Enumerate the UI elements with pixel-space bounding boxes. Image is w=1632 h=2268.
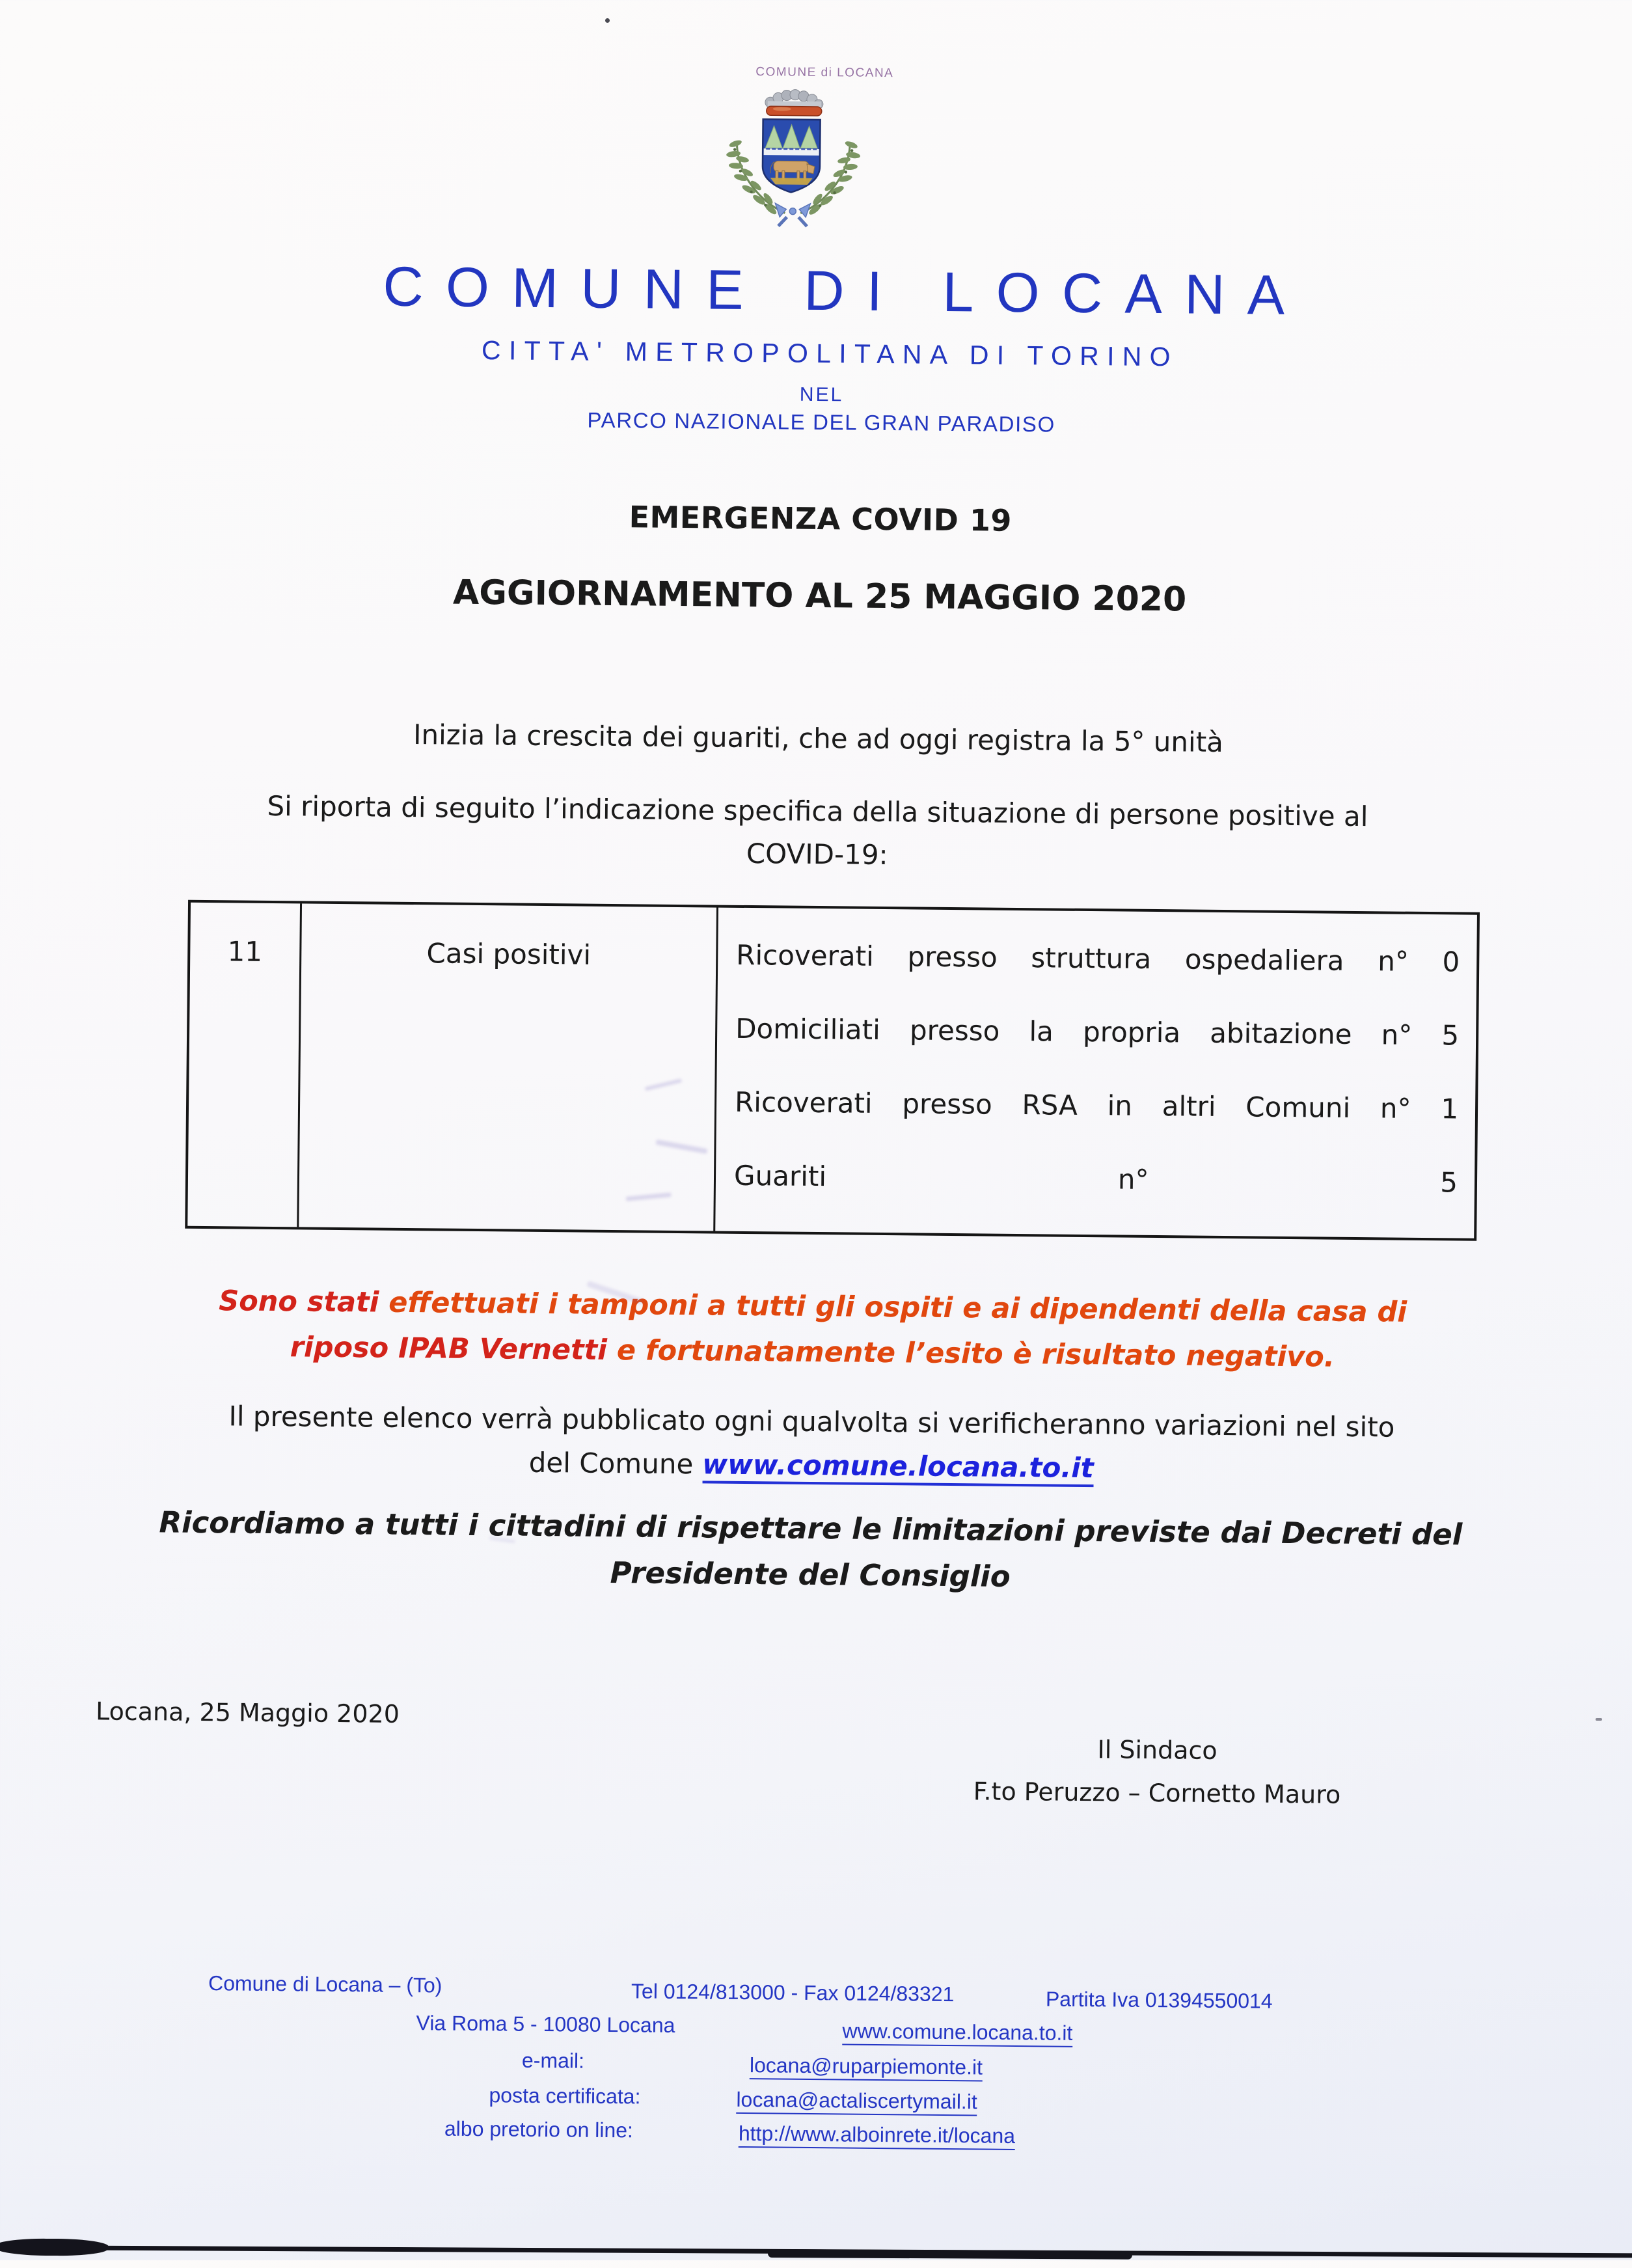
header-subtitle: CITTA' METROPOLITANA DI TORINO — [481, 335, 1179, 372]
cases-label-cell: Casi positivi — [299, 903, 718, 1231]
notice-line-2 — [0, 1328, 1629, 1376]
footer-albo-label: albo pretorio on line: — [444, 2116, 634, 2142]
shield-icon — [763, 119, 821, 193]
footer-partita-iva: Partita Iva 01394550014 — [1045, 1987, 1273, 2013]
notice-line-1-rest: effettuati i tamponi a tutti gli ospiti e ai dipendenti della casa di — [388, 1286, 1408, 1329]
detail-line-hospital: Ricoverati presso struttura ospedaliera n° 0 — [736, 938, 1460, 978]
intro-paragraph-2-line2: COVID-19: — [746, 837, 888, 871]
crown-icon — [765, 89, 823, 116]
footer-name: Comune di Locana – (To) — [208, 1971, 442, 1997]
detail-line-home: Domiciliati presso la propria abitazione n° 5 — [735, 1012, 1460, 1052]
logo-label: COMUNE di LOCANA — [755, 65, 894, 81]
footer-albo-link[interactable]: http://www.alboinrete.it/locana — [739, 2122, 1015, 2150]
signature-role: Il Sindaco — [1097, 1735, 1217, 1765]
place-date: Locana, 25 Maggio 2020 — [95, 1697, 400, 1728]
footer-website-link[interactable]: www.comune.locana.to.it — [842, 2019, 1072, 2047]
header-title: COMUNE DI LOCANA — [383, 255, 1307, 327]
intro-paragraph-2-line1: Si riporta di seguito l’indicazione specifica della situazione di persone positive al — [267, 789, 1368, 833]
footer-email-link[interactable]: locana@ruparpiemonte.it — [750, 2053, 983, 2081]
header-line-nel: NEL — [799, 383, 844, 406]
footer-address: Via Roma 5 - 10080 Locana — [416, 2011, 675, 2037]
footer-pec-link[interactable]: locana@actaliscertymail.it — [736, 2088, 977, 2116]
detail-line-recovered: Guariti n° 5 — [733, 1159, 1458, 1199]
tree-icon — [765, 124, 817, 148]
notice-line-1-lead: Sono stati — [219, 1285, 389, 1319]
cases-count-cell: 11 — [187, 903, 302, 1227]
intro-paragraph-1: Inizia la crescita dei guariti, che ad oggi registra la 5° unità — [413, 718, 1224, 758]
heading-aggiornamento: AGGIORNAMENTO AL 25 MAGGIO 2020 — [452, 573, 1187, 620]
update-paragraph-line1: Il presente elenco verrà pubblicato ogni qualvolta si verificheranno variazioni nel sito — [228, 1400, 1395, 1443]
reminder-line-1: Ricordiamo a tutti i cittadini di rispettare le limitazioni previste dai Decreti del — [159, 1505, 1463, 1552]
update-paragraph-line2 — [0, 1441, 1627, 1489]
scan-artifact-dot — [1596, 1718, 1602, 1721]
reminder-line-2: Presidente del Consiglio — [610, 1555, 1011, 1594]
notice-line-2-lead: riposo IPAB Vernetti — [290, 1331, 618, 1367]
header-line-parco: PARCO NAZIONALE DEL GRAN PARADISO — [587, 407, 1056, 437]
coat-of-arms — [708, 87, 878, 228]
notice-line-2-rest: e fortunatamente l’esito è risultato negativo. — [616, 1334, 1335, 1374]
update-line2-prefix: del Comune — [528, 1446, 694, 1481]
cases-detail-cell — [715, 908, 1477, 1238]
cases-table — [185, 900, 1480, 1241]
ribbon-bow-icon — [775, 203, 810, 226]
footer-telfax: Tel 0124/813000 - Fax 0124/83321 — [631, 1979, 955, 2006]
footer-email-label: e-mail: — [521, 2048, 585, 2073]
detail-line-rsa: Ricoverati presso RSA in altri Comuni n° 1 — [734, 1086, 1459, 1125]
signature-block — [832, 1732, 1483, 1810]
heading-emergenza: EMERGENZA COVID 19 — [629, 499, 1013, 538]
footer-pec-label: posta certificata: — [489, 2083, 641, 2109]
paper-edge-shadow — [768, 2249, 1132, 2260]
scan-artifact-dot — [605, 18, 610, 23]
signature-name: F.to Peruzzo – Cornetto Mauro — [973, 1777, 1341, 1809]
notice-line-1 — [0, 1283, 1629, 1331]
website-link[interactable]: www.comune.locana.to.it — [702, 1448, 1094, 1487]
